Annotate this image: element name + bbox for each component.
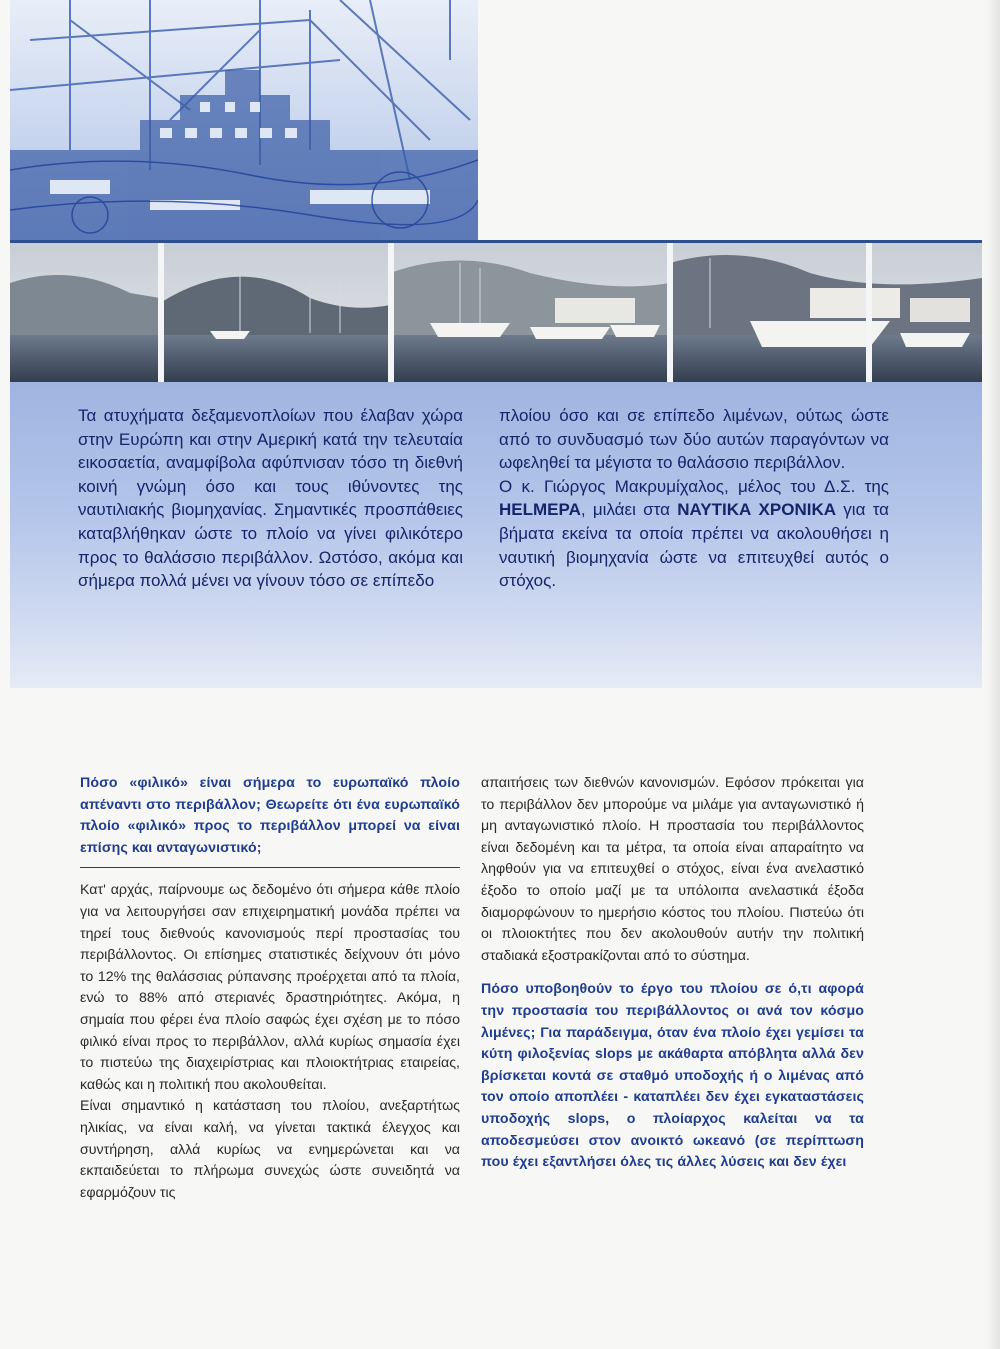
body-left-column bbox=[80, 773, 460, 1204]
answer-paragraph: απαιτήσεις των διεθνών κανονισμών. Εφόσον πρόκειται για το περιβάλλον δεν μπορούμε να μιλάμε για ανταγωνιστικό ή μη ανταγωνιστικό πλοίο. Η προστασία του περιβάλλοντος είναι δεδομένη και τα μέτρα, τα οποία είναι απαραίτητο να ληφθούν για να επιτευχθεί ο στόχος, είναι ένα ανελαστικό έξοδο το οποίο μαζί με τα υπόλοιπα ανελαστικά έξοδα διαμορφώνουν το ημερήσιο κόστος του πλοίου. Πιστεύω ότι οι πλοιοκτήτες που δεν ακολουθούν αυτήν την πολιτική σταδιακά εξοστρακίζονται από το σύστημα. bbox=[481, 775, 864, 964]
intro-right-column bbox=[499, 404, 889, 593]
answer-paragraph: Είναι σημαντικό η κατάσταση του πλοίου, ανεξαρτήτως ηλικίας, να είναι καλή, να γίνεται τακτικά έλεγχος και συντήρηση, αλλά κυρίως να ενημερώνεται και να εκπαιδεύεται το πλήρωμα συνεχώς ώστε συνειδητά να εφαρμόζουν τις bbox=[80, 1098, 460, 1201]
intro-credit-pre: Ο κ. Γιώργος Μακρυμίχαλος, μέλος του Δ.Σ. της bbox=[499, 476, 889, 496]
interview-question-1: Πόσο «φιλικό» είναι σήμερα το ευρωπαϊκό πλοίο απέναντι στο περιβάλλον; Θεωρείτε ότι ένα ευρωπαϊκό πλοίο «φιλικό» προς το περιβάλλον μπορεί να είναι επίσης και ανταγωνιστικό; bbox=[80, 775, 460, 856]
marina-photos-drawing bbox=[10, 243, 982, 385]
intro-credit-mid: , μιλάει στα bbox=[580, 500, 670, 520]
intro-credit bbox=[499, 475, 889, 593]
marina-photo-strip bbox=[10, 240, 982, 385]
magazine-name: ΝΑΥΤΙΚΑ ΧΡΟΝΙΚΑ bbox=[677, 500, 836, 520]
intro-paragraph-continued: πλοίου όσο και σε επίπεδο λιμένων, ούτως ώστε από το συνδυασμό των δύο αυτών παραγόντων να ωφεληθεί τα μέγιστα το θαλάσσιο περιβάλλον. bbox=[499, 406, 889, 473]
ship-sketch-drawing bbox=[10, 0, 478, 240]
org-name: HELMEPA bbox=[499, 500, 581, 520]
interview-question-2: Πόσο υποβοηθούν το έργο του πλοίου σε ό,τι αφορά την προστασία του περιβάλλοντος οι ανά τον κόσμο λιμένες; Για παράδειγμα, όταν ένα πλοίο έχει γεμίσει τα κύτη φιλοξενίας slops με ακάθαρτα απόβλητα αλλά δεν βρίσκεται κοντά σε σταθμό υποδοχής ή ο λιμένας από τον οποίο αποπλέει - καταπλέει δεν έχει εγκαταστάσεις υποδοχής slops, ο πλοίαρχος καλείται να τα αποδεσμεύσει στον ανοικτό ωκεανό (σε περίπτωση που έχει εξαντλήσει όλες τις άλλες λύσεις και δεν έχει bbox=[481, 981, 864, 1171]
body-right-column bbox=[481, 773, 864, 1174]
intro-credit-post: για τα βήματα εκείνα τα οποία πρέπει να ακολουθήσει η ναυτική βιομηχανία ώστε να επιτευχθεί αυτός ο στόχος. bbox=[499, 500, 889, 591]
answer-paragraph: Κατ' αρχάς, παίρνουμε ως δεδομένο ότι σήμερα κάθε πλοίο για να λειτουργήσει σαν επιχειρηματική μονάδα πρέπει να τηρεί τους διεθνούς κανονισμούς περί προστασίας του περιβάλλοντος. Οι επίσημες στατιστικές δείχνουν ότι μόνο το 12% της θαλάσσιας ρύπανσης προέρχεται από τα πλοία, ενώ το 88% από στεριανές δραστηριότητες. Ακόμα, η σημαία που φέρει ένα πλοίο σαφώς έχει σχέση με το πόσο φιλικό είναι προς το περιβάλλον, αλλά κυρίως σημασία έχει το πιστεύω της διαχειρίστριας και πλοιοκτήτριας εταιρείας, καθώς και η πολιτική που ακολουθείται. bbox=[80, 882, 460, 1093]
ship-sketch-image bbox=[10, 0, 478, 240]
intro-paragraph: Τα ατυχήματα δεξαμενοπλοίων που έλαβαν χώρα στην Ευρώπη και στην Αμερική κατά την τελευταία εικοσαετία, αναμφίβολα αφύπνισαν τόσο τη διεθνή κοινή γνώμη όσο και τους ιθύνοντες της ναυτιλιακής βιομηχανίας. Σημαντικές προσπάθειες καταβλήθηκαν ώστε το πλοίο να γίνει φιλικότερο προς το θαλάσσιο περιβάλλον. Ωστόσο, ακόμα και σήμερα πολλά μένει να γίνουν τόσο σε επίπεδο bbox=[78, 406, 463, 591]
intro-left-column bbox=[78, 404, 463, 593]
page-edge bbox=[986, 0, 1000, 1349]
spacer bbox=[481, 967, 864, 979]
question-divider bbox=[80, 867, 460, 868]
